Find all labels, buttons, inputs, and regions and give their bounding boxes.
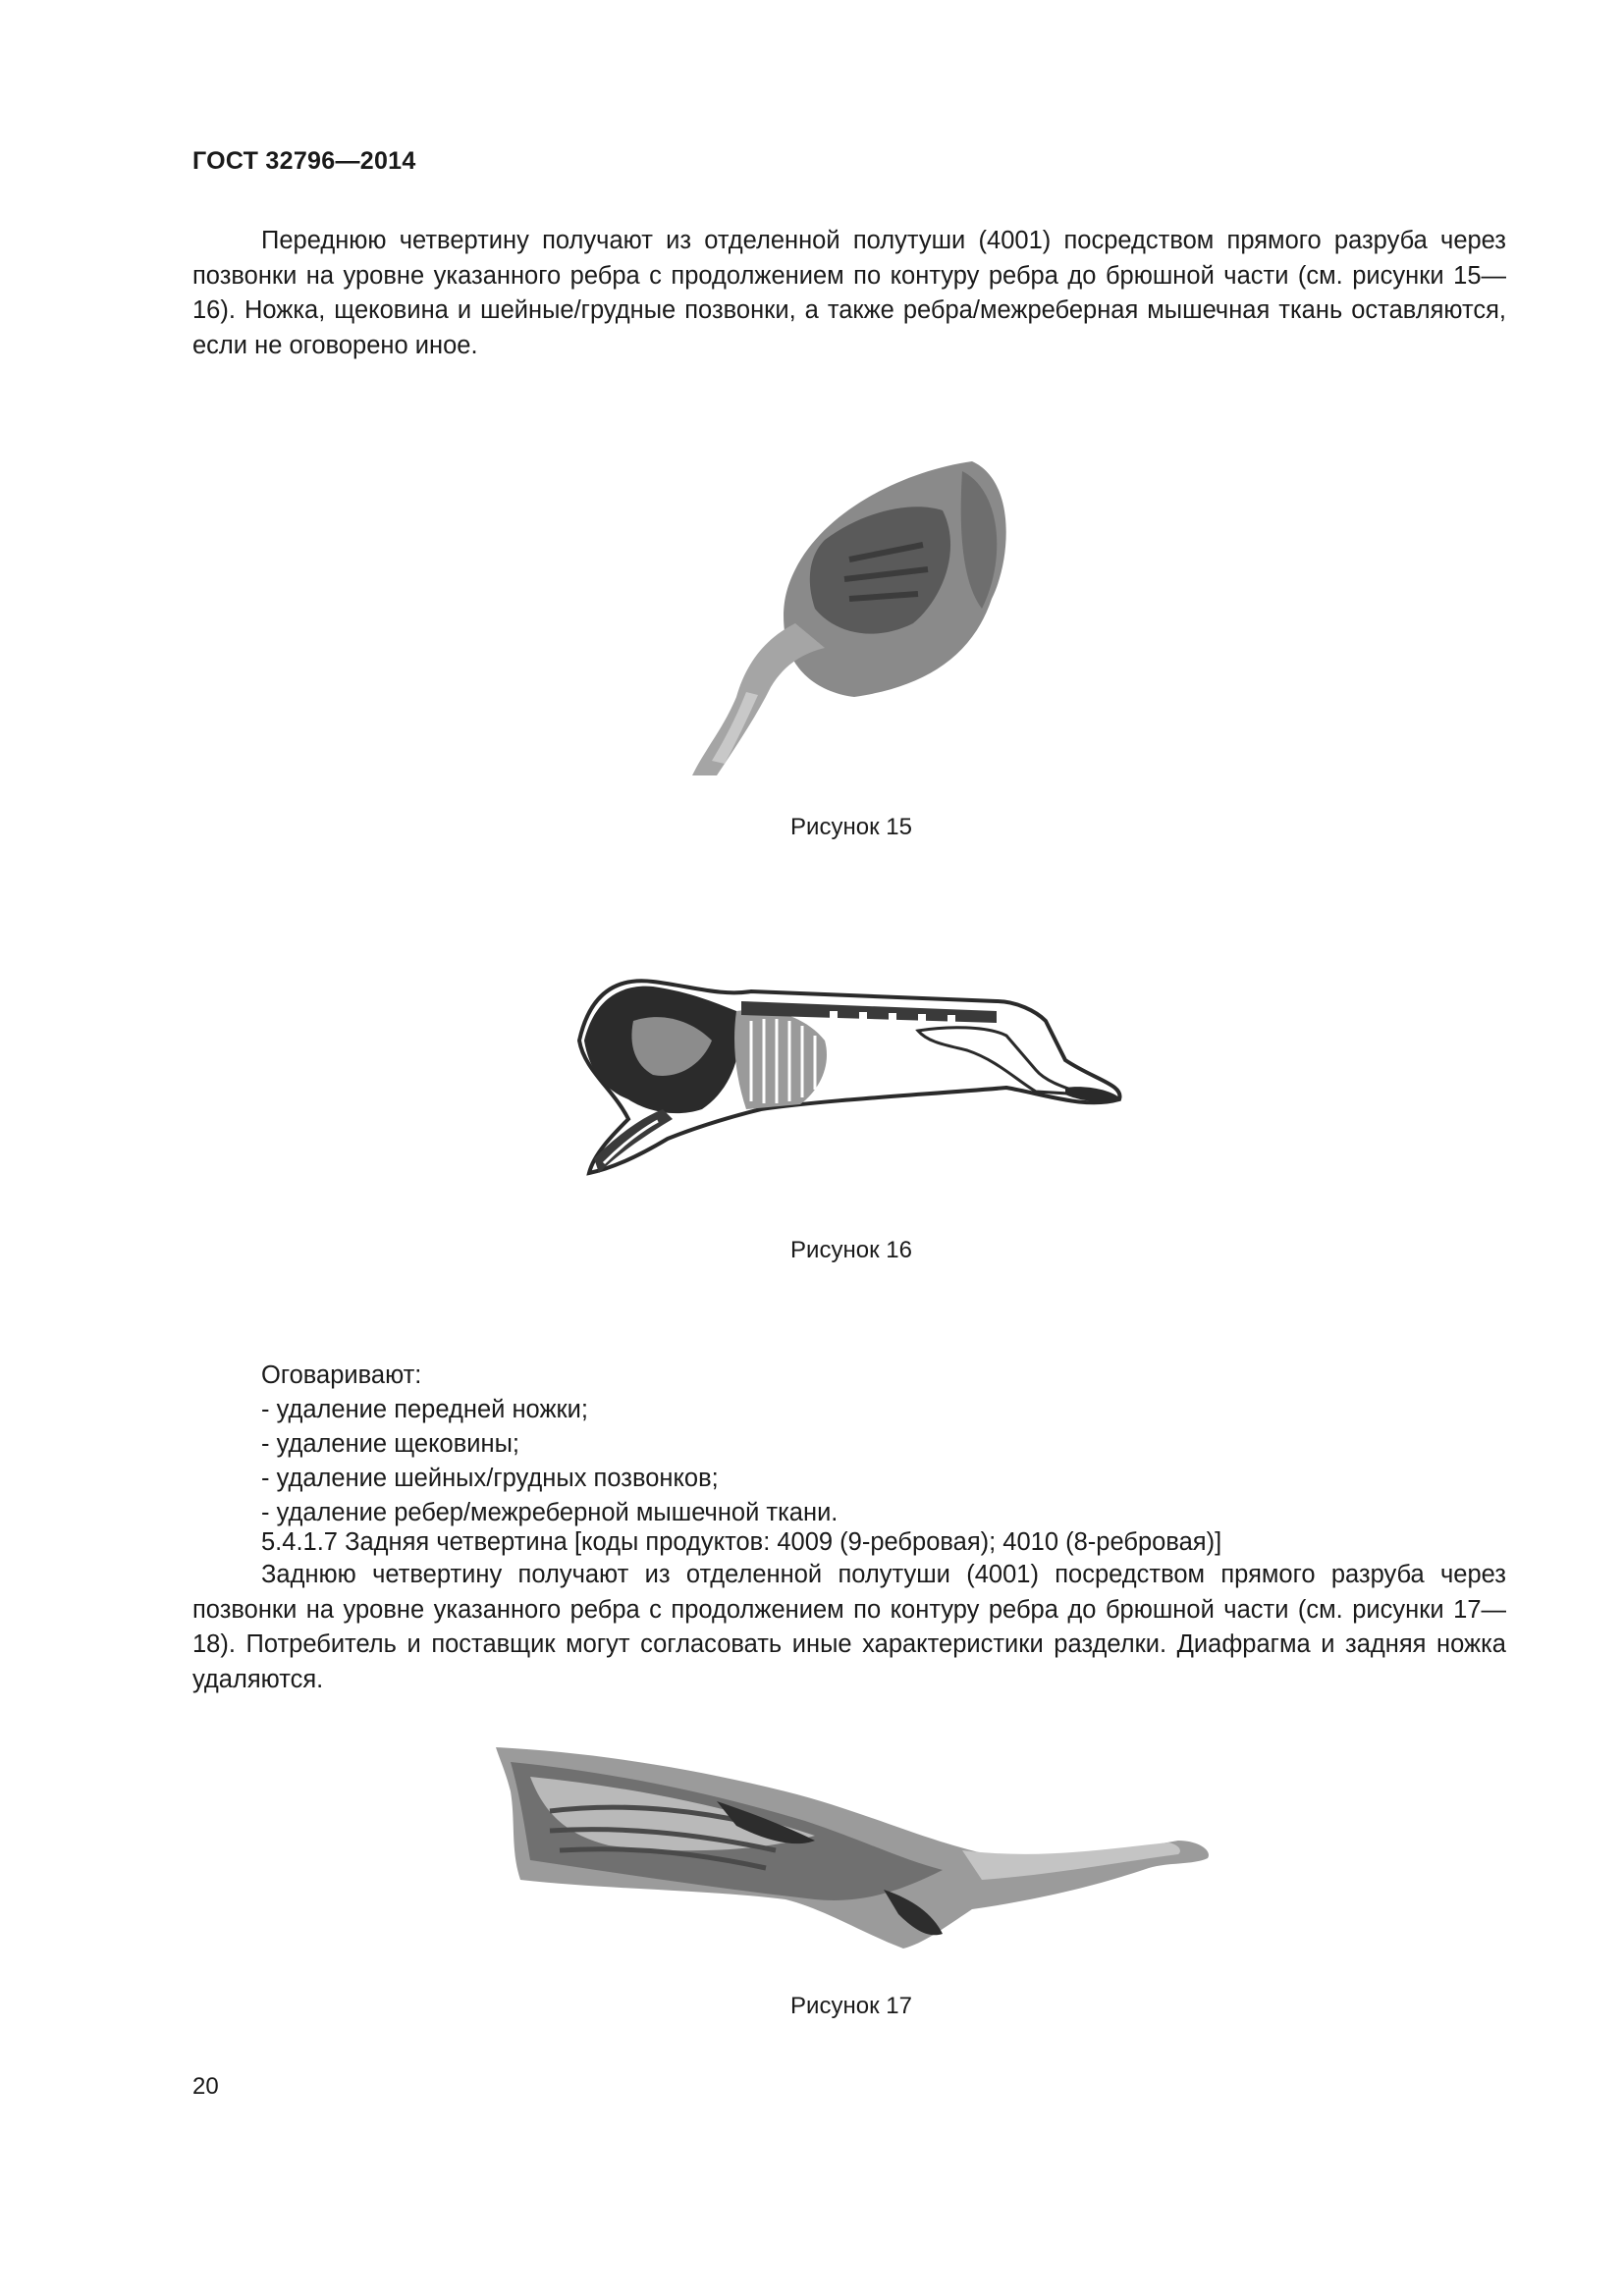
figure-16-caption: Рисунок 16	[790, 1237, 912, 1263]
stipulation-item: - удаление шейных/грудных позвонков;	[261, 1465, 719, 1492]
stipulation-item: - удаление передней ножки;	[261, 1396, 588, 1423]
hindquarter-paragraph: Заднюю четвертину получают из отделенной полутуши (4001) посредством прямого разруба через позвонки на уровне указанного ребра с продолжением по контуру ребра до брюшной части (см. рисунки 17—18). Потребитель и поставщик могут согласовать иные характеристики разделки. Диафрагма и задняя ножка удаляются.	[192, 1561, 1506, 1693]
section-heading: 5.4.1.7 Задняя четвертина [коды продуктов: 4009 (9-ребровая); 4010 (8-ребровая)]	[261, 1528, 1222, 1556]
figure-17-image	[491, 1742, 1218, 1958]
figure-15-image	[677, 452, 1031, 790]
stipulations-intro: Оговаривают:	[261, 1362, 422, 1389]
figure-16-image	[574, 972, 1124, 1178]
page-number: 20	[192, 2073, 219, 2100]
document-header: ГОСТ 32796—2014	[192, 147, 416, 175]
stipulation-item: - удаление ребер/межреберной мышечной ткани.	[261, 1499, 839, 1526]
figure-15-caption: Рисунок 15	[790, 814, 912, 840]
figure-17-caption: Рисунок 17	[790, 1993, 912, 2019]
forequarter-paragraph: Переднюю четвертину получают из отделенной полутуши (4001) посредством прямого разруба через позвонки на уровне указанного ребра с продолжением по контуру ребра до брюшной части (см. рисунки 15—16). Ножка, щековина и шейные/грудные позвонки, а также ребра/межреберная мышечная ткань оставляются, если не оговорено иное.	[192, 227, 1506, 359]
stipulation-item: - удаление щековины;	[261, 1430, 519, 1458]
